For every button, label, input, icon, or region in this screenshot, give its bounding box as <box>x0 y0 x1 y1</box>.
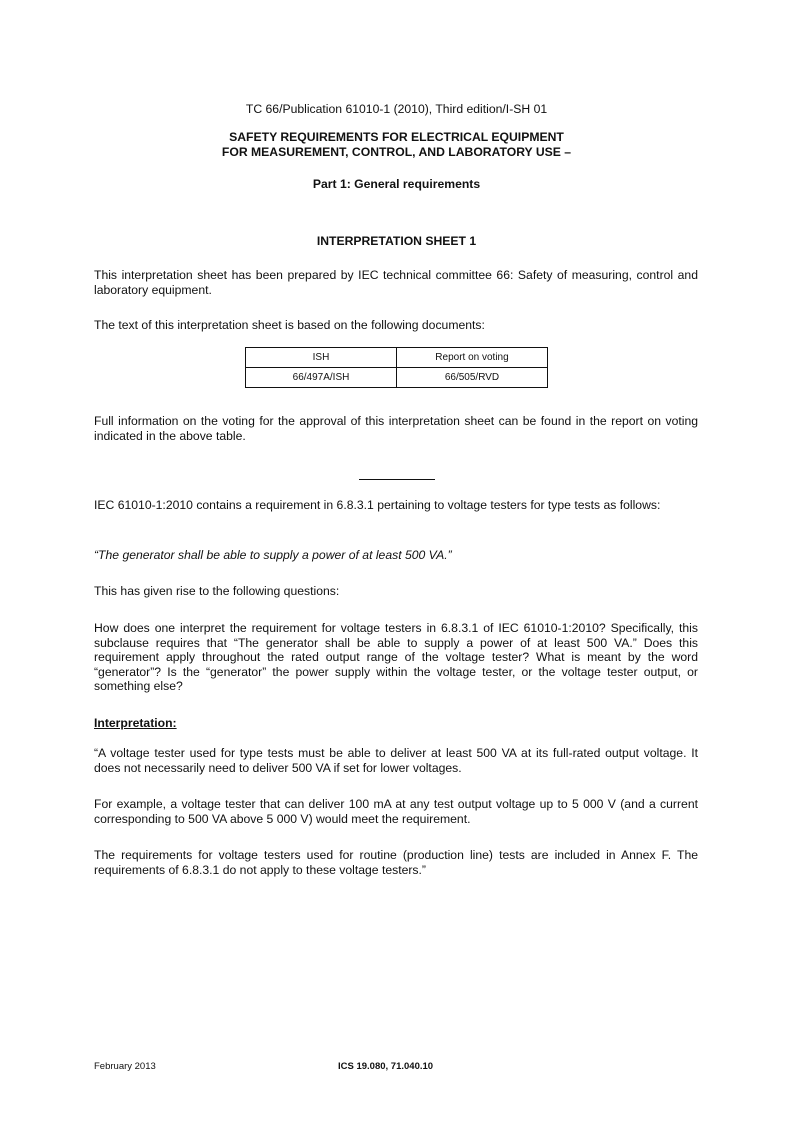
part-subtitle: Part 1: General requirements <box>312 177 481 191</box>
title-line-1: SAFETY REQUIREMENTS FOR ELECTRICAL EQUIPMENT <box>229 130 564 144</box>
documents-table <box>245 347 548 388</box>
footer-ics-codes: ICS 19.080, 71.040.10 <box>338 1061 434 1072</box>
voting-info-paragraph: Full information on the voting for the approval of this interpretation sheet can be found in the report on voting indicated in the above table. <box>94 414 698 443</box>
questions-paragraph: How does one interpret the requirement for voltage testers in 6.8.3.1 of IEC 61010-1:2010? Specifically, this subclause requires that “The generator shall be able to supply a power of at least 500 VA.” Does this requirement apply throughout the rated output range of the voltage tester? What is meant by the word “generator”? Is the “generator” the power supply within the voltage tester, or the voltage tester output, or something else? <box>94 621 698 694</box>
table-header-row <box>246 348 548 368</box>
prepared-by-paragraph: This interpretation sheet has been prepared by IEC technical committee 66: Safety of measuring, control and laboratory equipment. <box>94 268 698 297</box>
footer-date: February 2013 <box>94 1061 156 1072</box>
table-header-report: Report on voting <box>397 348 548 368</box>
requirement-quote: “The generator shall be able to supply a power of at least 500 VA.” <box>94 548 452 562</box>
interpretation-paragraph-3: The requirements for voltage testers used for routine (production line) tests are included in Annex F. The requirements of 6.8.3.1 do not apply to these voltage testers.” <box>94 848 698 877</box>
publication-reference: TC 66/Publication 61010-1 (2010), Third edition/I-SH 01 <box>245 102 548 116</box>
table-row <box>246 368 548 388</box>
table-header-ish: ISH <box>246 348 397 368</box>
interpretation-heading: Interpretation: <box>94 716 177 730</box>
interpretation-paragraph-1: “A voltage tester used for type tests must be able to deliver at least 500 VA at its full-rated output voltage. It does not necessarily need to deliver 500 VA if set for lower voltages. <box>94 746 698 775</box>
based-on-paragraph: The text of this interpretation sheet is based on the following documents: <box>94 318 485 332</box>
iec-requirement-paragraph: IEC 61010-1:2010 contains a requirement in 6.8.3.1 pertaining to voltage testers for type tests as follows: <box>94 498 661 512</box>
table-cell-rvd: 66/505/RVD <box>397 368 548 388</box>
title-line-2: FOR MEASUREMENT, CONTROL, AND LABORATORY USE – <box>221 145 572 159</box>
interpretation-sheet-heading: INTERPRETATION SHEET 1 <box>316 234 477 248</box>
section-separator <box>359 479 435 480</box>
interpretation-paragraph-2: For example, a voltage tester that can deliver 100 mA at any test output voltage up to 5 000 V (and a current corresponding to 500 VA above 5 000 V) would meet the requirement. <box>94 797 698 826</box>
table-cell-ish: 66/497A/ISH <box>246 368 397 388</box>
questions-intro: This has given rise to the following questions: <box>94 584 340 598</box>
